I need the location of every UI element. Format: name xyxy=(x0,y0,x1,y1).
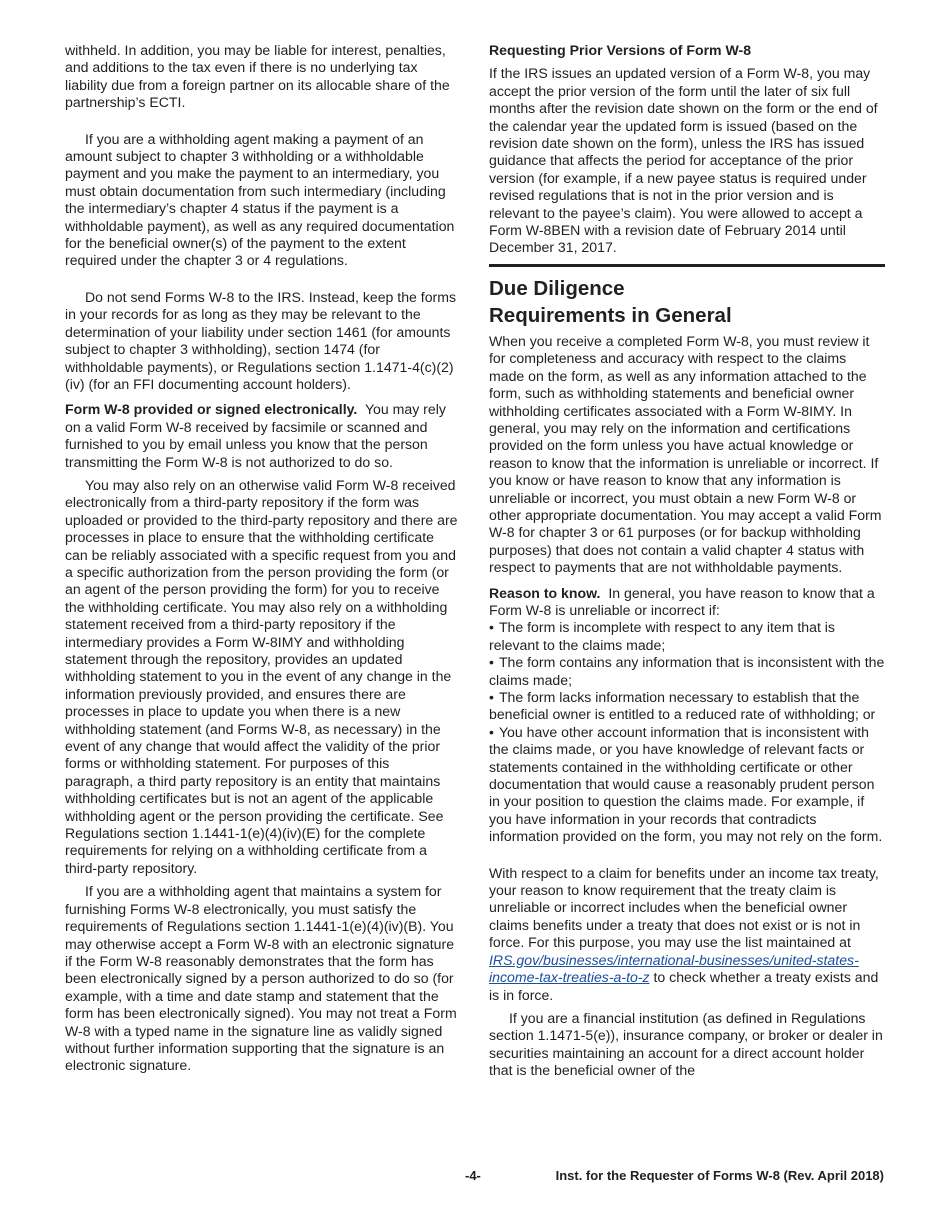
left-column xyxy=(65,42,460,1075)
paragraph-electronic-signature: If you are a withholding agent that maintains a system for furnishing Forms W-8 electronically, you must satisfy the requirements of Regulations section 1.1441-1(e)(4)(iv)(B). You may otherwise accept a Form W-8 with an electronic signature if the Form W-8 reasonably demonstrates that the form has been electronically signed by a person authorized to do so (for example, with a time and date stamp and statement that the form has been electronically signed). You may not treat a Form W-8 with a typed name in the signature line as validly signed without further information supporting that the signature is an electronic signature. xyxy=(65,883,457,1074)
list-item-text: The form is incomplete with respect to any item that is relevant to the claims made; xyxy=(489,619,835,653)
list-item-text: The form lacks information necessary to establish that the beneficial owner is entitled to a reduced rate of withholding; or xyxy=(489,689,876,723)
bullet-icon: • xyxy=(489,619,494,636)
bullet-icon: • xyxy=(489,689,494,705)
document-title: Inst. for the Requester of Forms W-8 (Rev. April 2018) xyxy=(555,1168,884,1183)
due-diligence-heading-line2: Requirements in General xyxy=(489,303,732,327)
paragraph-electronic-forms xyxy=(65,401,460,471)
reason-to-know-heading: Reason to know. xyxy=(489,584,601,601)
prior-versions-heading: Requesting Prior Versions of Form W-8 xyxy=(489,42,752,58)
reason-to-know-text: In general, you have reason to know that a Form W-8 is unreliable or incorrect if: xyxy=(489,584,875,618)
treaty-text-after: to check whether a treaty exists and is in force. xyxy=(489,969,879,1003)
bullet-icon: • xyxy=(489,654,494,671)
paragraph-third-party-repository: You may also rely on an otherwise valid Form W-8 received electronically from a third-party repository if the form was uploaded or provided to the third-party repository and there are processes in place to ensure that the withholding certificate can be reliably associated with a specific request from you and a specific authorization from the person providing the form (or an agent of the person providing the form) for you to receive the withholding certificate. You may also rely on a withholding statement received from a third-party repository if the intermediary provides a Form W-8IMY and withholding statement through the repository, provides an updated withholding statement to you in the event of any change in the information previously provided, and ensures there are processes in place to update you when there is a new withholding statement (and Forms W-8, as necessary) in the event of any change that would affect the validity of the prior forms or withholding statement. For purposes of this paragraph, a third party repository is an entity that maintains withholding certificates but is not an agent of the applicable withholding agent or the person providing the certificate. See Regulations section 1.1441-1(e)(4)(iv)(E) for the complete requirements for relying on a withholding certificate from a third-party repository. xyxy=(65,476,458,876)
electronic-forms-text: You may rely on a valid Form W-8 received by facsimile or scanned and furnished to you by email unless you know that the person transmitting the Form W-8 is not authorized to do so. xyxy=(65,401,446,470)
treaty-list-link[interactable]: IRS.gov/businesses/international-businesses/united-states-income-tax-treaties-a-to-z xyxy=(489,951,859,986)
list-item xyxy=(489,619,885,654)
paragraph-prior-versions: If the IRS issues an updated version of a Form W-8, you may accept the prior version of the form until the later of six full months after the revision date shown on the form or the end of the calendar year the updated form is issued (based on the revision date shown on the form), unless the IRS has issued guidance that affects the period for acceptance of the prior version (for example, if a new payee status is required under revised regulations that is not in the prior version and is relevant to the payee’s claim). You were allowed to accept a Form W-8BEN with a revision date of February 2014 until December 31, 2017. xyxy=(489,65,878,256)
electronic-forms-heading: Form W-8 provided or signed electronically. xyxy=(65,401,358,418)
paragraph-partnership-liability: withheld. In addition, you may be liable for interest, penalties, and additions to the tax even if there is no underlying tax liability due from a foreign partner on its allocable share of the partnership’s ECTI. xyxy=(65,42,450,111)
paragraph-financial-institution: If you are a financial institution (as defined in Regulations section 1.1471-5(e)), insurance company, or broker or dealer in securities maintaining an account for a direct account holder that is the beneficial owner of the xyxy=(489,1009,883,1079)
bullet-icon: • xyxy=(489,723,494,740)
list-item xyxy=(489,689,885,724)
due-diligence-heading-line1: Due Diligence xyxy=(489,276,625,300)
paragraph-due-diligence: When you receive a completed Form W-8, you must review it for completeness and accuracy with respect to the claims made on the form, as well as any information attached to the form, such as withholding statements and beneficial owner withholding certificates associated with a Form W-8IMY. In general, you may rely on the information and certifications provided on the form unless you have actual knowledge or reason to know that the information is unreliable or incorrect. If you know or have reason to know that any information is unreliable or incorrect, you must obtain a new Form W-8 or other appropriate documentation. You may accept a valid Form W-8 for chapter 3 or 61 purposes (or for backup withholding purposes) that does not contain a valid chapter 4 status with respect to payments that are not withholdable payments. xyxy=(489,332,882,576)
list-item xyxy=(489,724,885,846)
list-item xyxy=(489,654,885,689)
due-diligence-heading xyxy=(489,275,885,329)
paragraph-reason-to-know xyxy=(489,585,885,620)
right-column xyxy=(489,42,885,1080)
paragraph-intermediary-documentation: If you are a withholding agent making a payment of an amount subject to chapter 3 withholding or a withholdable payment and you make the payment to an intermediary, you must obtain documentation from such intermediary (including the intermediary’s chapter 4 status if the payment is a withholdable payment), as well as any required documentation for the beneficial owner(s) of the payment to the extent required under the chapter 3 or 4 regulations. xyxy=(65,130,455,269)
paragraph-treaty-claims xyxy=(489,865,885,1004)
paragraph-do-not-send: Do not send Forms W-8 to the IRS. Instead, keep the forms in your records for as long as they may be relevant to the determination of your liability under section 1461 (for amounts subject to chapter 3 withholding), section 1474 (for withholdable payments), or Regulations section 1.1471-4(c)(2)(iv) (for an FFI documenting account holders). xyxy=(65,288,457,392)
section-divider xyxy=(489,264,885,267)
reason-to-know-list xyxy=(489,619,885,845)
list-item-text: You have other account information that is inconsistent with the claims made, or you have knowledge of relevant facts or statements contained in the withholding certificate or other documentation that would cause a reasonably prudent person in your position to question the claims made. For example, if you have information in your records that contradicts information provided on the form, you may not rely on the form. xyxy=(489,723,883,845)
list-item-text: The form contains any information that is inconsistent with the claims made; xyxy=(489,654,885,688)
page-number: -4- xyxy=(465,1168,481,1183)
treaty-text: With respect to a claim for benefits under an income tax treaty, your reason to know requirement that the treaty claim is unreliable or incorrect includes when the beneficial owner claims benefits under a treaty that does not exist or is not in force. For this purpose, you may use the list maintained at xyxy=(489,864,879,951)
